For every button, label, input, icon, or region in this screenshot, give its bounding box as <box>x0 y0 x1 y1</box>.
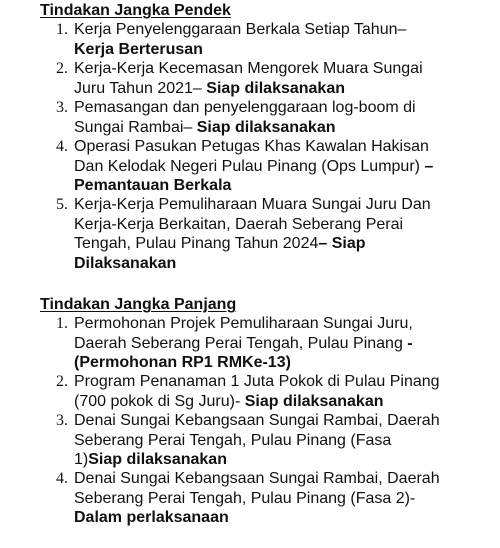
item-line: (700 pokok di Sg Juru)- Siap dilaksanakan <box>74 392 384 410</box>
item-line: Operasi Pasukan Petugas Khas Kawalan Hakisan <box>74 138 429 155</box>
item-line: Pemasangan dan penyelenggaraan log-boom di <box>74 99 416 116</box>
item-number: 2. <box>56 373 68 390</box>
section-heading-short-term: Tindakan Jangka Pendek <box>40 2 231 19</box>
item-line: Sungai Rambai– Siap dilaksanakan <box>74 118 336 136</box>
item-line: Seberang Perai Tengah, Pulau Pinang (Fasa <box>74 431 392 449</box>
item-line: Seberang Perai Tengah, Pulau Pinang (Fasa 2)- <box>74 489 416 507</box>
item-line: Kerja Berterusan <box>74 40 203 58</box>
item-number: 4. <box>56 138 68 155</box>
item-line: Kerja-Kerja Pemuliharaan Muara Sungai Juru Dan <box>74 196 431 213</box>
item-line: 1)Siap dilaksanakan <box>74 451 227 468</box>
item-line: Permohonan Projek Pemuliharaan Sungai Juru, <box>74 315 413 332</box>
item-line: Kerja-Kerja Berkaitan, Daerah Seberang Perai <box>74 215 404 233</box>
item-number: 1. <box>56 21 68 38</box>
section-heading-long-term: Tindakan Jangka Panjang <box>40 296 237 313</box>
item-line: Kerja-Kerja Kecemasan Mengorek Muara Sungai <box>74 60 423 77</box>
item-line: Dilaksanakan <box>74 254 177 272</box>
item-line: Program Penanaman 1 Juta Pokok di Pulau Pinang <box>74 373 440 390</box>
item-line: Pemantauan Berkala <box>74 177 232 194</box>
item-number: 1. <box>56 315 68 332</box>
item-number: 4. <box>56 470 68 487</box>
item-line: Kerja Penyelenggaraan Berkala Setiap Tahun– <box>74 21 407 38</box>
item-line: Tengah, Pulau Pinang Tahun 2024– Siap <box>74 235 366 252</box>
item-line: (Permohonan RP1 RMKe-13) <box>74 354 291 371</box>
item-number: 2. <box>56 60 68 77</box>
item-number: 3. <box>56 99 68 116</box>
item-number: 3. <box>56 412 68 429</box>
item-line: Dalam perlaksanaan <box>74 509 229 526</box>
item-line: Dan Kelodak Negeri Pulau Pinang (Ops Lumpur) – <box>74 157 434 175</box>
item-number: 5. <box>56 196 68 213</box>
item-line: Daerah Seberang Perai Tengah, Pulau Pinang - <box>74 334 413 352</box>
item-line: Juru Tahun 2021– Siap dilaksanakan <box>74 79 345 97</box>
item-line: Denai Sungai Kebangsaan Sungai Rambai, Daerah <box>74 412 440 429</box>
item-line: Denai Sungai Kebangsaan Sungai Rambai, Daerah <box>74 470 440 487</box>
